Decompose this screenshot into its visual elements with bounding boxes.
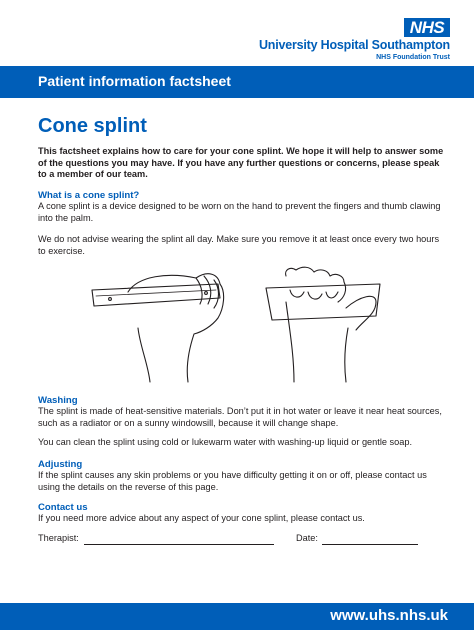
washing-paragraph-1: The splint is made of heat-sensitive materials. Don’t put it in hot water or leave it near heat sources, such as a radiator or on a sunny windowsill, because it will change shape. <box>38 406 442 428</box>
left-splint-strap-inner <box>96 290 216 296</box>
section-heading-what: What is a cone splint? <box>38 190 140 201</box>
left-hand-wrist <box>138 328 150 382</box>
intro-paragraph: This factsheet explains how to care for your cone splint. We hope it will help to answer some of the questions you may have. If you have any further questions or concerns, please speak to a member of our team. <box>38 146 444 179</box>
strap-rivet-right <box>205 292 208 295</box>
what-paragraph-1: A cone splint is a device designed to be worn on the hand to prevent the fingers and thumb clawing into the palm. <box>38 201 441 223</box>
therapist-date-row <box>38 533 448 549</box>
therapist-field[interactable] <box>84 544 274 545</box>
right-hand-thumb <box>346 296 376 330</box>
date-field[interactable] <box>322 544 418 545</box>
therapist-label: Therapist: <box>38 533 79 543</box>
what-paragraph-2: We do not advise wearing the splint all day. Make sure you remove it at least once every two hours to exercise. <box>38 234 440 256</box>
footer-bar <box>0 603 474 630</box>
right-hand-arm <box>286 302 348 382</box>
section-heading-contact: Contact us <box>38 502 88 513</box>
right-splint-cone <box>266 284 380 320</box>
banner-title: Patient information factsheet <box>38 73 231 89</box>
date-label: Date: <box>296 533 318 543</box>
factsheet-banner <box>0 66 474 98</box>
org-subtitle: NHS Foundation Trust <box>376 54 450 61</box>
strap-rivet-left <box>109 298 112 301</box>
nhs-logo-box: NHS <box>404 18 450 37</box>
nhs-logo <box>230 18 450 62</box>
page-title: Cone splint <box>38 115 147 137</box>
website-link[interactable]: www.uhs.nhs.uk <box>330 607 448 624</box>
contact-paragraph-1: If you need more advice about any aspect of your cone splint, please contact us. <box>38 513 365 523</box>
section-heading-washing: Washing <box>38 395 78 406</box>
org-name: University Hospital Southampton <box>258 38 450 52</box>
section-heading-adjusting: Adjusting <box>38 459 83 470</box>
cone-splint-illustration <box>78 262 408 384</box>
right-hand-nails <box>290 290 338 299</box>
adjusting-paragraph-1: If the splint causes any skin problems or you have difficulty getting it on or off, please contact us using the details on the reverse of this page. <box>38 470 427 492</box>
washing-paragraph-2: You can clean the splint using cold or lukewarm water with washing-up liquid or gentle soap. <box>38 437 413 447</box>
